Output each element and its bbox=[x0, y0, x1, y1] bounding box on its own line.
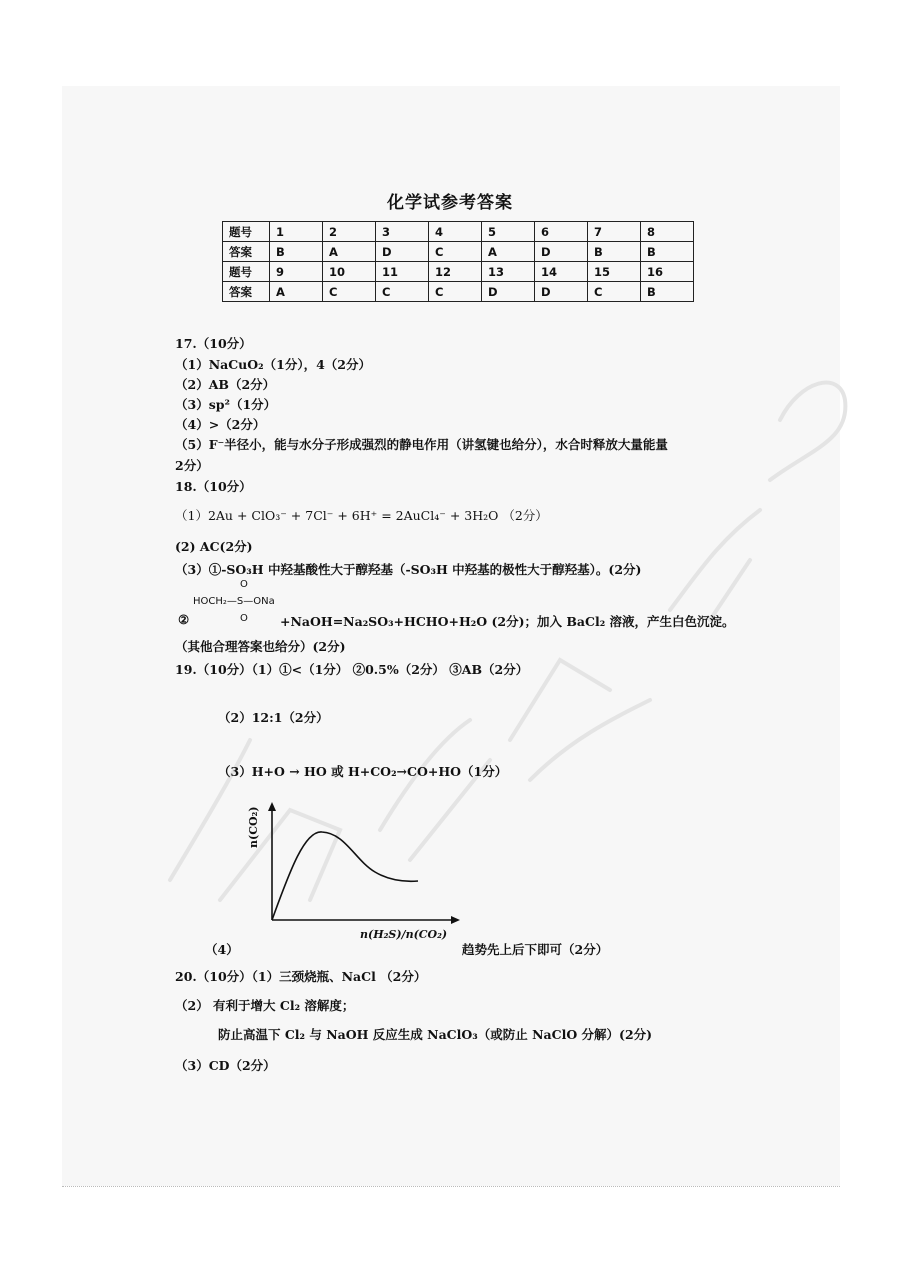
table-row bbox=[223, 262, 694, 282]
table-cell: B bbox=[641, 242, 694, 262]
q18-line-1: （1）2Au + ClO₃⁻ + 7Cl⁻ + 6H⁺ = 2AuCl₄⁻ + 3H₂O （2分） bbox=[175, 508, 548, 523]
q18-line-3: （3）①-SO₃H 中羟基酸性大于醇羟基（-SO₃H 中羟基的极性大于醇羟基）。(2分) bbox=[175, 562, 642, 577]
table-cell: 8 bbox=[641, 222, 694, 242]
table-cell: D bbox=[535, 282, 588, 302]
q19-line-3: （3）H+O → HO 或 H+CO₂→CO+HO（1分） bbox=[218, 764, 508, 779]
page-title: 化学试参考答案 bbox=[387, 193, 513, 213]
q19-heading: 19.（10分）（1）①<（1分） ②0.5%（2分） ③AB（2分） bbox=[175, 662, 529, 677]
q19-line-2: （2）12:1（2分） bbox=[218, 710, 329, 725]
table-cell: 1 bbox=[270, 222, 323, 242]
table-cell: A bbox=[323, 242, 376, 262]
page-bottom-rule bbox=[62, 1186, 840, 1187]
table-cell: 9 bbox=[270, 262, 323, 282]
row-header-cell: 答案 bbox=[223, 242, 270, 262]
q17-line-3: （3）sp²（1分） bbox=[175, 397, 277, 412]
graph-x-label: n(H₂S)/n(CO₂) bbox=[360, 928, 448, 941]
q18-sub-2-number: ② bbox=[178, 612, 190, 627]
structure-formula: HOCH₂—S—ONa bbox=[193, 596, 275, 607]
q18-line-2: (2) AC(2分) bbox=[175, 539, 253, 554]
q19-sub-4-number: （4） bbox=[205, 942, 239, 957]
table-cell: 12 bbox=[429, 262, 482, 282]
q20-line-2: （2） 有利于增大 Cl₂ 溶解度； bbox=[175, 998, 355, 1013]
table-cell: C bbox=[588, 282, 641, 302]
table-cell: 16 bbox=[641, 262, 694, 282]
table-cell: 6 bbox=[535, 222, 588, 242]
table-cell: C bbox=[323, 282, 376, 302]
table-cell: 14 bbox=[535, 262, 588, 282]
table-cell: D bbox=[535, 242, 588, 262]
table-cell: D bbox=[376, 242, 429, 262]
table-cell: D bbox=[482, 282, 535, 302]
row-header-cell: 题号 bbox=[223, 262, 270, 282]
table-cell: C bbox=[376, 282, 429, 302]
y-axis-arrow bbox=[268, 802, 276, 811]
table-cell: 4 bbox=[429, 222, 482, 242]
q20-heading: 20.（10分）（1）三颈烧瓶、NaCl （2分） bbox=[175, 969, 427, 984]
q17-heading: 17.（10分） bbox=[175, 336, 252, 351]
q20-line-4: （3）CD（2分） bbox=[175, 1058, 276, 1073]
x-axis-arrow bbox=[451, 916, 460, 924]
table-cell: C bbox=[429, 242, 482, 262]
row-header-cell: 题号 bbox=[223, 222, 270, 242]
q20-line-3: 防止高温下 Cl₂ 与 NaOH 反应生成 NaClO₃（或防止 NaClO 分解）(2分) bbox=[218, 1027, 653, 1042]
table-row bbox=[223, 242, 694, 262]
table-cell: 10 bbox=[323, 262, 376, 282]
table-cell: 15 bbox=[588, 262, 641, 282]
q17-line-4: （4）>（2分） bbox=[175, 417, 266, 432]
q17-line-6: 2分） bbox=[175, 458, 209, 473]
table-cell: 2 bbox=[323, 222, 376, 242]
q18-heading: 18.（10分） bbox=[175, 479, 252, 494]
graph-y-label: n(CO₂) bbox=[247, 806, 260, 848]
structure-oxygen-top: O bbox=[240, 579, 248, 590]
table-cell: 11 bbox=[376, 262, 429, 282]
table-cell: 7 bbox=[588, 222, 641, 242]
q17-line-5: （5）F⁻半径小，能与水分子形成强烈的静电作用（讲氢键也给分），水合时释放大量能量 bbox=[175, 437, 668, 452]
table-cell: B bbox=[270, 242, 323, 262]
q18-line-4: +NaOH=Na₂SO₃+HCHO+H₂O (2分)；加入 BaCl₂ 溶液，产生白色沉淀。 bbox=[280, 614, 735, 629]
table-cell: A bbox=[482, 242, 535, 262]
table-cell: A bbox=[270, 282, 323, 302]
table-row bbox=[223, 282, 694, 302]
table-cell: 13 bbox=[482, 262, 535, 282]
q18-line-5: （其他合理答案也给分）(2分) bbox=[175, 639, 346, 654]
table-cell: 3 bbox=[376, 222, 429, 242]
table-cell: B bbox=[641, 282, 694, 302]
table-cell: B bbox=[588, 242, 641, 262]
table-cell: 5 bbox=[482, 222, 535, 242]
table-cell: C bbox=[429, 282, 482, 302]
q17-line-1: （1）NaCuO₂（1分），4（2分） bbox=[175, 357, 371, 372]
row-header-cell: 答案 bbox=[223, 282, 270, 302]
answer-table bbox=[222, 221, 694, 302]
table-row bbox=[223, 222, 694, 242]
q17-line-2: （2）AB（2分） bbox=[175, 377, 276, 392]
trend-curve bbox=[272, 832, 418, 920]
q19-line-4-note: 趋势先上后下即可（2分） bbox=[462, 942, 609, 957]
structure-oxygen-bottom: O bbox=[240, 613, 248, 624]
